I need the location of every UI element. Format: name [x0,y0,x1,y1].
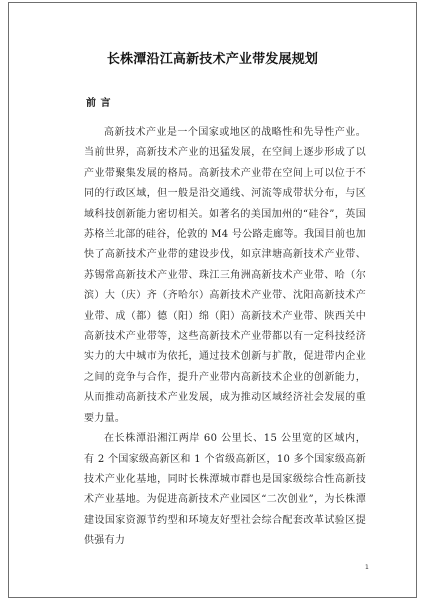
document-title: 长株潭沿江高新技术产业带发展规划 [106,52,319,67]
paragraph-2: 在长株潭沿湘江两岸 60 公里长、15 公里宽的区域内，有 2 个国家级高新区和 1 个省级高新区，10 多个国家级高新技术产业化基地，同时长株潭城市群也是国家级综合性高新技术产业基地。为促进高新技术产业园区“二次创业”，为长株潭建设国家资源节约型和环境友好型社会综合配套改革试验区提供强有力 [84,433,366,547]
page-number: 1 [365,564,369,571]
section-heading: 前 言 [86,98,111,109]
document-body [84,123,366,552]
paragraph-1: 高新技术产业是一个国家或地区的战略性和先导性产业。当前世界，高新技术产业的迅猛发展，在空间上逐步形成了以产业带聚集发展的格局。高新技术产业带在空间上可以位于不同的行政区域，但一般是沿交通线、河流等成带状分布，与区域科技创新能力密切相关。如著名的美国加州的“硅谷”，英国苏格兰北部的硅谷，伦敦的 M4 号公路走廊等。我国目前也加快了高新技术产业带的建设步伐，如京津塘高新技术产业带、苏锡常高新技术产业带、珠江三角洲高新技术产业带、哈（尔滨）大（庆）齐（齐哈尔）高新技术产业带、沈阳高新技术产业带、成（都）德（阳）绵（阳）高新技术产业带、陕西关中高新技术产业带等，这些高新技术产业带都以有一定科技经济实力的大中城市为依托，通过技术创新与扩散，促进带内企业之间的竞争与合作，提升产业带内高新技术企业的创新能力，从而推动高新技术产业发展，成为推动区域经济社会发展的重要力量。 [84,127,366,424]
